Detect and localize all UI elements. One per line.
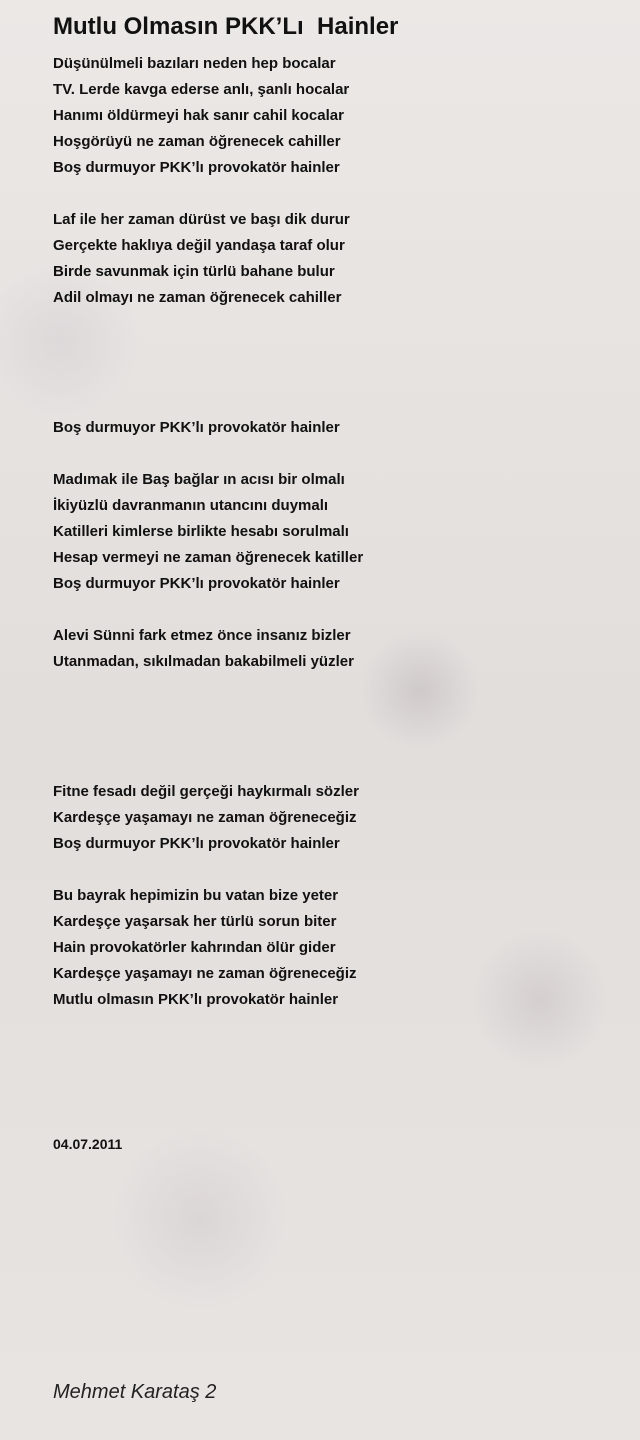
stanza-break <box>53 753 613 779</box>
poem-line: İkiyüzlü davranmanın utancını duymalı <box>53 497 329 514</box>
stanza-break <box>53 311 613 337</box>
stanza-break <box>53 441 613 467</box>
stanza-break <box>53 857 613 883</box>
poem-line: Boş durmuyor PKK’lı provokatör hainler <box>53 575 340 592</box>
poem-line: Kardeşçe yaşarsak her türlü sorun biter <box>53 913 337 930</box>
stanza-break <box>53 389 613 415</box>
poem-line: Hesap vermeyi ne zaman öğrenecek katiller <box>53 549 364 566</box>
poem-line: Laf ile her zaman dürüst ve başı dik durur <box>53 211 350 228</box>
poem-line: Adil olmayı ne zaman öğrenecek cahiller <box>53 289 342 306</box>
stanza-break <box>53 181 613 207</box>
stanza-break <box>53 363 613 389</box>
poem-line: Mutlu olmasın PKK’lı provokatör hainler <box>53 991 339 1008</box>
stanza-break <box>53 337 613 363</box>
poem-line: TV. Lerde kavga ederse anlı, şanlı hocalar <box>53 81 350 98</box>
poem-line: Alevi Sünni fark etmez önce insanız bizler <box>53 627 351 644</box>
poem-line: Boş durmuyor PKK’lı provokatör hainler <box>53 419 340 436</box>
poem-line: Hoşgörüyü ne zaman öğrenecek cahiller <box>53 133 341 150</box>
poem-line: Madımak ile Baş bağlar ın acısı bir olmalı <box>53 471 345 488</box>
poem-line: Kardeşçe yaşamayı ne zaman öğreneceğiz <box>53 809 357 826</box>
poem-line: Fitne fesadı değil gerçeği haykırmalı sözler <box>53 783 359 800</box>
stanza-break <box>53 597 613 623</box>
poem-line: Gerçekte haklıya değil yandaşa taraf olur <box>53 237 345 254</box>
poem-line: Birde savunmak için türlü bahane bulur <box>53 263 335 280</box>
poem-body <box>53 51 613 1013</box>
poem-line: Hain provokatörler kahrından ölür gider <box>53 939 336 956</box>
stanza-break <box>53 675 613 701</box>
poem-line: Utanmadan, sıkılmadan bakabilmeli yüzler <box>53 653 354 670</box>
poem-date: 04.07.2011 <box>53 1136 123 1152</box>
poem-line: Düşünülmeli bazıları neden hep bocalar <box>53 55 336 72</box>
poem-line: Boş durmuyor PKK’lı provokatör hainler <box>53 835 340 852</box>
poem-line: Boş durmuyor PKK’lı provokatör hainler <box>53 159 340 176</box>
poem-title: Mutlu Olmasın PKK’Lı Hainler <box>53 13 399 40</box>
poem-line: Bu bayrak hepimizin bu vatan bize yeter <box>53 887 339 904</box>
poem-author: Mehmet Karataş 2 <box>53 1381 217 1403</box>
stanza-break <box>53 727 613 753</box>
poem-line: Kardeşçe yaşamayı ne zaman öğreneceğiz <box>53 965 357 982</box>
poem-line: Hanımı öldürmeyi hak sanır cahil kocalar <box>53 107 344 124</box>
poem-line: Katilleri kimlerse birlikte hesabı sorulmalı <box>53 523 349 540</box>
stanza-break <box>53 701 613 727</box>
